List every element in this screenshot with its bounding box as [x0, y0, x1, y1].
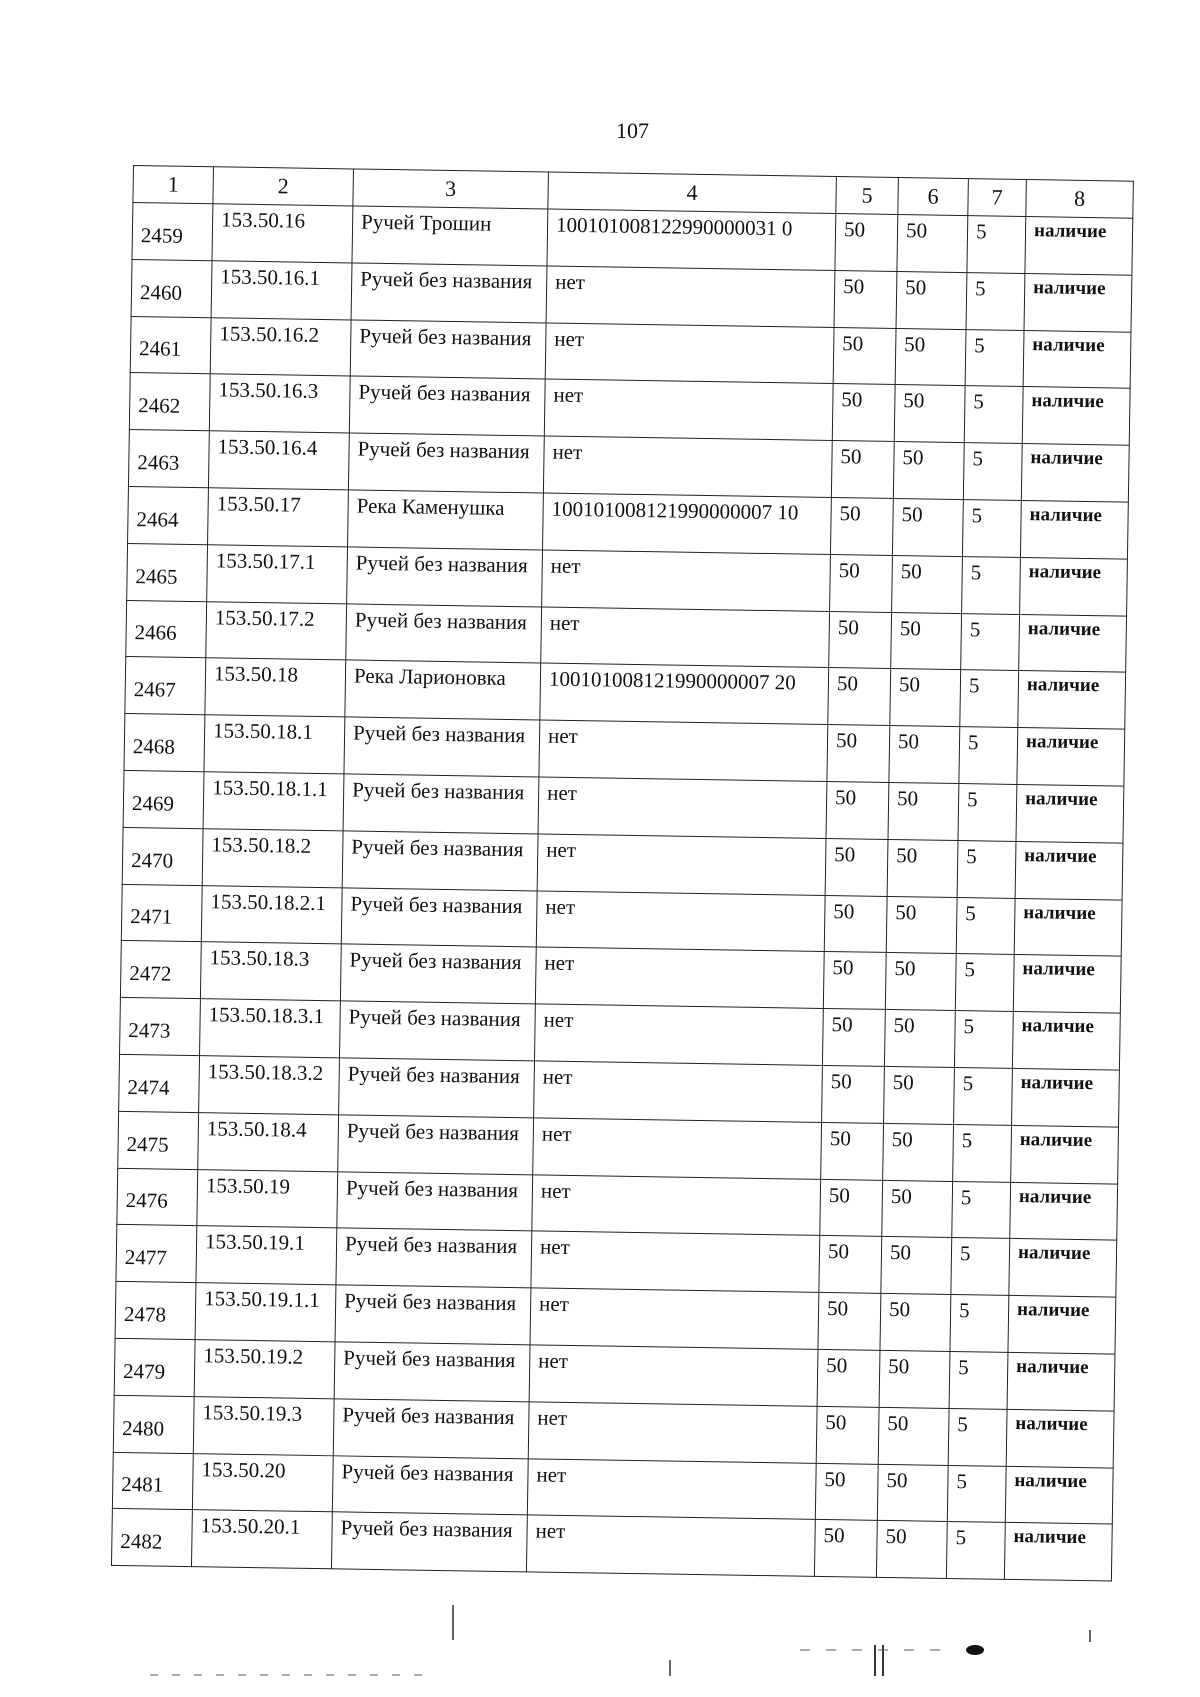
cell-row-number: 2463 [128, 430, 209, 488]
cell-code: 153.50.18.1 [204, 715, 345, 774]
cell-value-5: 50 [825, 838, 888, 896]
cell-value-6: 50 [880, 1294, 951, 1352]
cell-value-7: 5 [953, 1124, 1012, 1182]
cell-registry-code: нет [534, 1004, 823, 1065]
cell-registry-code: нет [536, 891, 825, 952]
cell-value-7: 5 [949, 1351, 1008, 1409]
cell-value-6: 50 [884, 1010, 955, 1068]
cell-row-number: 2470 [122, 827, 203, 885]
cell-value-7: 5 [967, 216, 1026, 274]
cell-value-7: 5 [960, 670, 1019, 728]
cell-status: наличие [1007, 1352, 1115, 1410]
cell-value-5: 50 [821, 1122, 884, 1180]
cell-water-body-name: Ручей без названия [332, 1455, 528, 1515]
cell-water-body-name: Ручей без названия [333, 1399, 529, 1459]
cell-value-5: 50 [824, 895, 887, 953]
cell-value-5: 50 [830, 497, 893, 555]
cell-registry-code: 100101008121990000007 20 [540, 663, 829, 724]
cell-value-6: 50 [888, 782, 959, 840]
cell-row-number: 2473 [120, 998, 201, 1056]
cell-status: наличие [1020, 500, 1128, 558]
column-header: 7 [968, 179, 1027, 217]
cell-status: наличие [1025, 217, 1133, 275]
cell-value-6: 50 [885, 953, 956, 1011]
cell-status: наличие [1009, 1239, 1117, 1297]
cell-value-6: 50 [884, 1066, 955, 1124]
cell-value-6: 50 [895, 328, 966, 386]
cell-value-6: 50 [892, 498, 963, 556]
cell-status: наличие [1024, 273, 1132, 331]
cell-status: наличие [1016, 784, 1124, 842]
cell-registry-code: нет [542, 550, 831, 611]
cell-water-body-name: Ручей без названия [340, 1001, 536, 1061]
cell-row-number: 2466 [126, 600, 207, 658]
cell-row-number: 2481 [112, 1452, 193, 1510]
cell-value-5: 50 [814, 1520, 877, 1578]
cell-water-body-name: Ручей без названия [349, 376, 545, 436]
cell-value-7: 5 [957, 840, 1016, 898]
table-body [111, 203, 1132, 1582]
cell-row-number: 2462 [129, 373, 210, 431]
cell-water-body-name: Ручей без названия [351, 263, 547, 323]
cell-registry-code: нет [526, 1515, 815, 1576]
data-table [111, 165, 1134, 1582]
cell-code: 153.50.18.2.1 [201, 885, 342, 944]
cell-water-body-name: Ручей без названия [334, 1342, 530, 1402]
cell-registry-code: нет [529, 1345, 818, 1406]
cell-value-7: 5 [955, 954, 1014, 1012]
cell-water-body-name: Ручей без названия [339, 1058, 535, 1118]
cell-status: наличие [1012, 1068, 1120, 1126]
cell-value-5: 50 [829, 611, 892, 669]
cell-value-5: 50 [822, 1009, 885, 1067]
cell-code: 153.50.16.1 [211, 261, 352, 320]
cell-row-number: 2464 [128, 486, 209, 544]
cell-value-7: 5 [958, 784, 1017, 842]
cell-status: наличие [1020, 557, 1128, 615]
cell-row-number: 2474 [119, 1054, 200, 1112]
cell-value-7: 5 [947, 1465, 1006, 1523]
cell-value-5: 50 [835, 214, 898, 272]
cell-status: наличие [1022, 387, 1130, 445]
cell-code: 153.50.18.3.1 [200, 999, 341, 1058]
cell-row-number: 2465 [127, 543, 208, 601]
table-container [111, 165, 1133, 1601]
cell-value-5: 50 [820, 1179, 883, 1237]
cell-code: 153.50.20.1 [191, 1510, 332, 1569]
cell-water-body-name: Ручей без названия [338, 1115, 534, 1175]
cell-registry-code: нет [546, 266, 835, 327]
cell-value-7: 5 [959, 727, 1018, 785]
cell-row-number: 2472 [120, 941, 201, 999]
cell-registry-code: нет [531, 1231, 820, 1292]
cell-value-5: 50 [818, 1293, 881, 1351]
cell-status: наличие [1004, 1523, 1112, 1581]
column-header: 5 [836, 177, 899, 215]
cell-value-5: 50 [817, 1349, 880, 1407]
cell-value-6: 50 [877, 1464, 948, 1522]
cell-registry-code: нет [530, 1288, 819, 1349]
cell-status: наличие [1021, 444, 1129, 502]
cell-value-7: 5 [954, 1011, 1013, 1069]
cell-value-6: 50 [896, 271, 967, 329]
cell-status: наличие [1010, 1182, 1118, 1240]
column-header: 6 [898, 178, 969, 216]
cell-code: 153.50.16 [212, 204, 353, 263]
cell-value-7: 5 [964, 386, 1023, 444]
cell-row-number: 2482 [111, 1509, 192, 1567]
cell-value-6: 50 [892, 555, 963, 613]
cell-value-5: 50 [816, 1406, 879, 1464]
cell-value-6: 50 [897, 215, 968, 273]
cell-value-5: 50 [826, 781, 889, 839]
cell-value-6: 50 [891, 612, 962, 670]
cell-value-5: 50 [834, 270, 897, 328]
cell-water-body-name: Ручей Трошин [352, 206, 548, 266]
cell-status: наличие [1018, 671, 1126, 729]
cell-registry-code: 100101008121990000007 10 [543, 493, 832, 554]
cell-code: 153.50.16.4 [208, 431, 349, 490]
cell-status: наличие [1011, 1125, 1119, 1183]
cell-status: наличие [1005, 1466, 1113, 1524]
cell-row-number: 2461 [130, 316, 211, 374]
cell-registry-code: нет [532, 1174, 821, 1235]
cell-value-5: 50 [828, 668, 891, 726]
cell-value-7: 5 [961, 613, 1020, 671]
cell-water-body-name: Ручей без названия [331, 1512, 527, 1572]
cell-registry-code: нет [537, 834, 826, 895]
cell-water-body-name: Ручей без названия [344, 717, 540, 777]
cell-value-6: 50 [887, 839, 958, 897]
cell-registry-code: нет [528, 1402, 817, 1463]
cell-value-6: 50 [889, 726, 960, 784]
cell-value-6: 50 [876, 1521, 947, 1579]
cell-value-7: 5 [946, 1522, 1005, 1580]
cell-code: 153.50.19.1 [196, 1226, 337, 1285]
cell-code: 153.50.19.3 [193, 1396, 334, 1455]
cell-status: наличие [1023, 330, 1131, 388]
cell-registry-code: нет [538, 777, 827, 838]
cell-code: 153.50.18.1.1 [203, 772, 344, 831]
cell-value-7: 5 [948, 1408, 1007, 1466]
cell-registry-code: нет [527, 1458, 816, 1519]
cell-water-body-name: Ручей без названия [336, 1228, 532, 1288]
cell-registry-code: 100101008122990000031 0 [547, 209, 836, 270]
cell-status: наличие [1015, 841, 1123, 899]
cell-code: 153.50.19.2 [194, 1340, 335, 1399]
cell-water-body-name: Река Каменушка [348, 490, 544, 550]
cell-value-5: 50 [832, 384, 895, 442]
cell-value-7: 5 [952, 1181, 1011, 1239]
cell-value-6: 50 [893, 442, 964, 500]
cell-value-6: 50 [890, 669, 961, 727]
cell-code: 153.50.16.3 [209, 374, 350, 433]
cell-value-6: 50 [883, 1123, 954, 1181]
cell-value-7: 5 [950, 1295, 1009, 1353]
cell-code: 153.50.18.3 [200, 942, 341, 1001]
cell-code: 153.50.17.1 [207, 544, 348, 603]
column-header: 1 [133, 166, 214, 204]
cell-row-number: 2471 [121, 884, 202, 942]
cell-value-5: 50 [827, 725, 890, 783]
cell-code: 153.50.17 [208, 488, 349, 547]
cell-status: наличие [1008, 1296, 1116, 1354]
cell-value-7: 5 [962, 500, 1021, 558]
cell-code: 153.50.18 [205, 658, 346, 717]
cell-value-7: 5 [951, 1238, 1010, 1296]
cell-row-number: 2475 [118, 1111, 199, 1169]
cell-row-number: 2469 [123, 770, 204, 828]
cell-value-6: 50 [882, 1180, 953, 1238]
cell-water-body-name: Ручей без названия [341, 887, 537, 947]
cell-registry-code: нет [544, 379, 833, 440]
cell-water-body-name: Ручей без названия [343, 774, 539, 834]
cell-value-5: 50 [819, 1236, 882, 1294]
cell-water-body-name: Ручей без названия [348, 433, 544, 493]
cell-code: 153.50.16.2 [210, 317, 351, 376]
cell-status: наличие [1017, 728, 1125, 786]
cell-value-6: 50 [894, 385, 965, 443]
cell-value-5: 50 [822, 1065, 885, 1123]
cell-value-7: 5 [956, 897, 1015, 955]
cell-row-number: 2460 [131, 259, 212, 317]
cell-row-number: 2476 [117, 1168, 198, 1226]
cell-water-body-name: Ручей без названия [347, 547, 543, 607]
cell-value-5: 50 [831, 441, 894, 499]
cell-registry-code: нет [543, 436, 832, 497]
cell-row-number: 2478 [115, 1282, 196, 1340]
cell-status: наличие [1012, 1012, 1120, 1070]
cell-row-number: 2480 [113, 1395, 194, 1453]
cell-value-7: 5 [954, 1067, 1013, 1125]
cell-value-7: 5 [965, 329, 1024, 387]
cell-code: 153.50.18.2 [202, 828, 343, 887]
cell-code: 153.50.18.4 [198, 1112, 339, 1171]
cell-row-number: 2467 [125, 657, 206, 715]
cell-registry-code: нет [541, 607, 830, 668]
cell-registry-code: нет [545, 323, 834, 384]
cell-value-7: 5 [966, 272, 1025, 330]
cell-code: 153.50.18.3.2 [199, 1056, 340, 1115]
cell-code: 153.50.20 [192, 1453, 333, 1512]
cell-value-5: 50 [823, 952, 886, 1010]
page-number: 107 [616, 118, 649, 143]
cell-value-6: 50 [886, 896, 957, 954]
cell-value-7: 5 [962, 556, 1021, 614]
cell-water-body-name: Ручей без названия [342, 831, 538, 891]
cell-water-body-name: Река Ларионовка [345, 660, 541, 720]
column-header: 3 [353, 169, 549, 209]
cell-registry-code: нет [533, 1118, 822, 1179]
cell-row-number: 2479 [114, 1338, 195, 1396]
scan-artifacts [150, 1600, 1150, 1680]
cell-water-body-name: Ручей без названия [350, 320, 546, 380]
cell-row-number: 2459 [132, 203, 213, 261]
cell-value-7: 5 [963, 443, 1022, 501]
cell-row-number: 2477 [116, 1225, 197, 1283]
cell-water-body-name: Ручей без названия [340, 944, 536, 1004]
column-header: 8 [1026, 180, 1134, 219]
cell-value-5: 50 [833, 327, 896, 385]
cell-value-5: 50 [815, 1463, 878, 1521]
column-header: 2 [213, 167, 354, 206]
cell-code: 153.50.19 [197, 1169, 338, 1228]
cell-status: наличие [1006, 1409, 1114, 1467]
cell-code: 153.50.19.1.1 [195, 1283, 336, 1342]
cell-water-body-name: Ручей без названия [337, 1171, 533, 1231]
cell-status: наличие [1013, 955, 1121, 1013]
cell-value-5: 50 [830, 554, 893, 612]
cell-status: наличие [1019, 614, 1127, 672]
cell-water-body-name: Ручей без названия [346, 603, 542, 663]
cell-water-body-name: Ручей без названия [335, 1285, 531, 1345]
cell-status: наличие [1014, 898, 1122, 956]
cell-value-6: 50 [879, 1350, 950, 1408]
cell-value-6: 50 [878, 1407, 949, 1465]
cell-registry-code: нет [534, 1061, 823, 1122]
cell-row-number: 2468 [124, 714, 205, 772]
cell-value-6: 50 [881, 1237, 952, 1295]
column-header: 4 [548, 172, 837, 214]
cell-registry-code: нет [535, 947, 824, 1008]
cell-code: 153.50.17.2 [206, 601, 347, 660]
cell-registry-code: нет [539, 720, 828, 781]
